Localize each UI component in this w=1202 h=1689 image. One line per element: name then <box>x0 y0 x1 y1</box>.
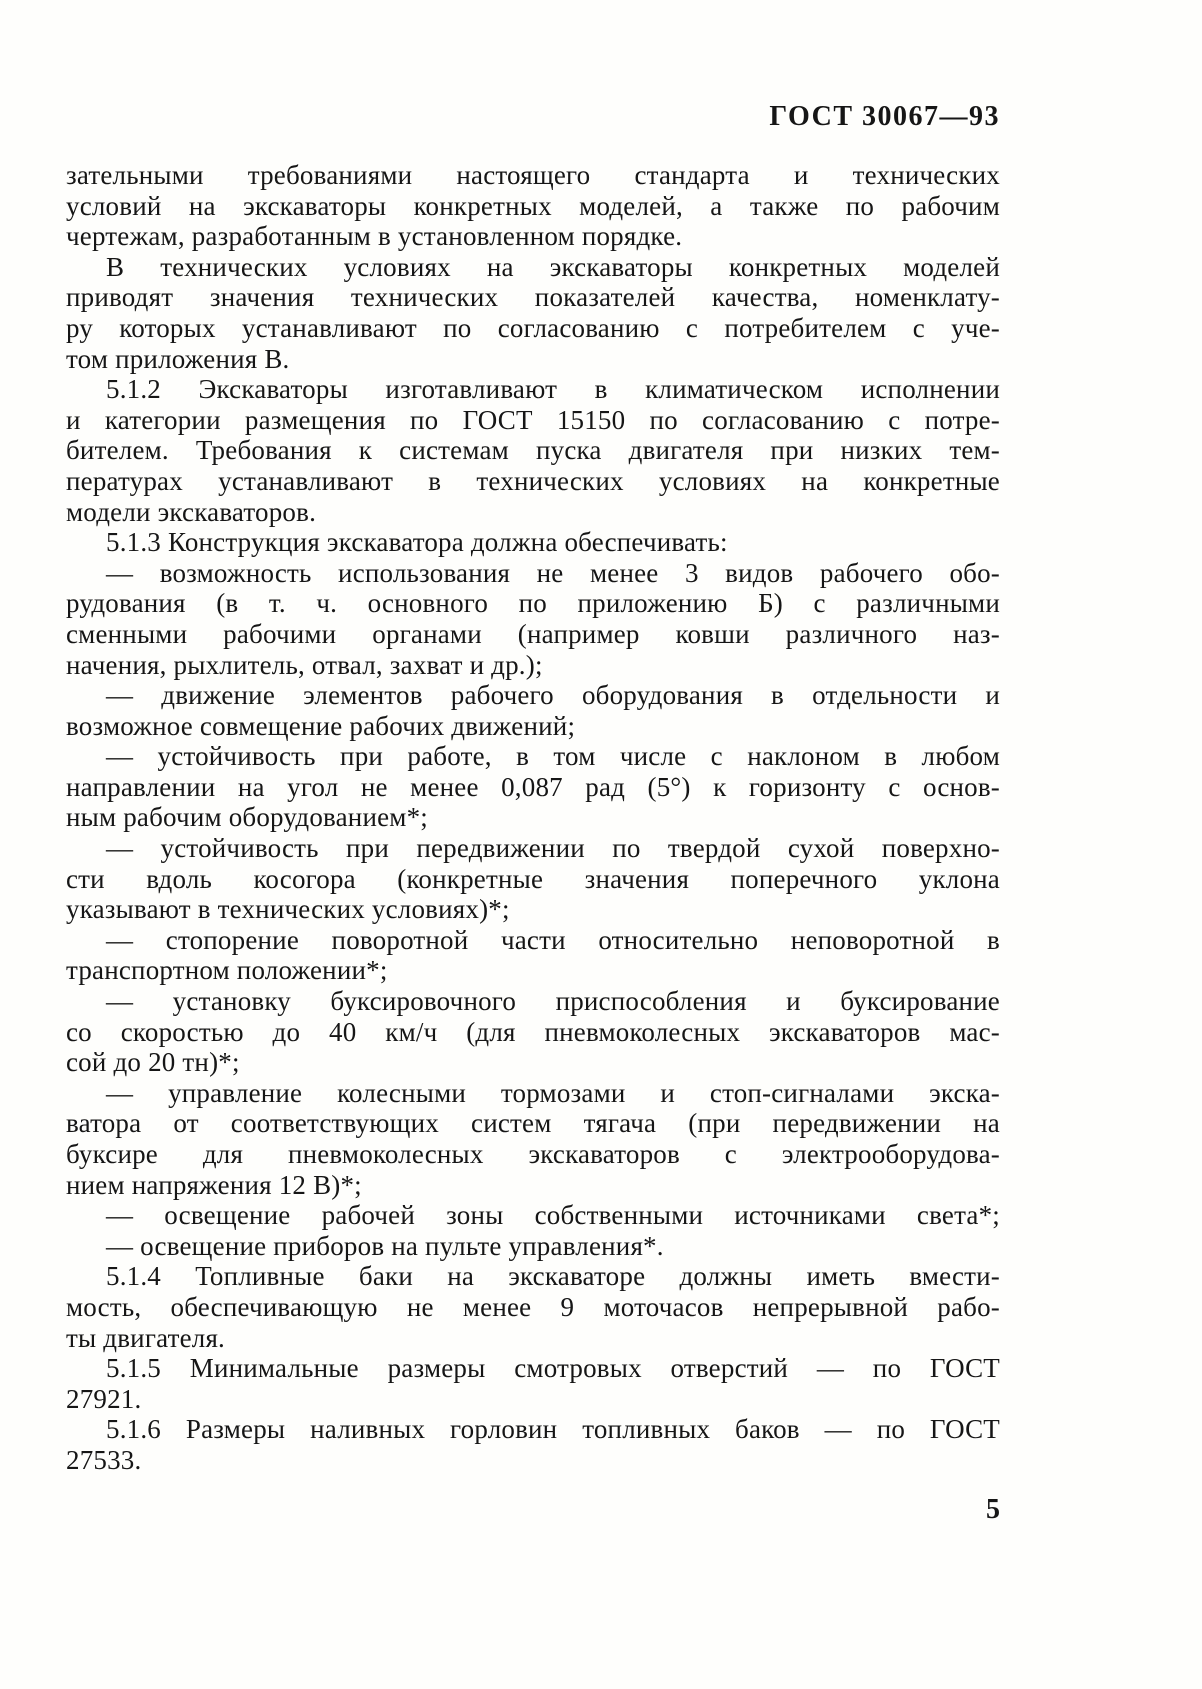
text-line: ру которых устанавливают по согласованию с потребителем с уче- <box>66 312 1000 343</box>
text-line: ты двигателя. <box>66 1322 226 1353</box>
text-line: — освещение рабочей зоны собственными источниками света*; <box>106 1200 1000 1231</box>
text-line: сти вдоль косогора (конкретные значения поперечного уклона <box>66 863 1000 894</box>
standard-code-header: ГОСТ 30067—93 <box>769 101 1000 132</box>
text-line: В технических условиях на экскаваторы конкретных моделей <box>106 251 1000 282</box>
page-number: 5 <box>986 1494 1000 1525</box>
text-line: пературах устанавливают в технических условиях на конкретные <box>66 465 1000 496</box>
document-text-body <box>66 160 1000 1476</box>
text-line: ным рабочим оборудованием*; <box>66 802 428 833</box>
text-line: ватора от соответствующих систем тягача (при передвижении на <box>66 1108 1000 1139</box>
text-line: рудования (в т. ч. основного по приложению Б) с различными <box>66 588 1000 619</box>
text-line: — устойчивость при работе, в том числе с наклоном в любом <box>106 741 1000 772</box>
text-line: со скоростью до 40 км/ч (для пневмоколесных экскаваторов мас- <box>66 1016 1000 1047</box>
text-line: 5.1.3 Конструкция экскаватора должна обеспечивать: <box>106 527 728 558</box>
text-line: 5.1.4 Топливные баки на экскаваторе должны иметь вмести- <box>106 1261 1000 1292</box>
text-line: мость, обеспечивающую не менее 9 моточасов непрерывной рабо- <box>66 1291 1000 1322</box>
text-line: том приложения В. <box>66 343 290 374</box>
text-line: транспортном положении*; <box>66 955 388 986</box>
text-line: — устойчивость при передвижении по твердой сухой поверхно- <box>106 833 1000 864</box>
text-line: направлении на угол не менее 0,087 рад (5°) к горизонту с основ- <box>66 771 1000 802</box>
text-line: 5.1.6 Размеры наливных горловин топливных баков — по ГОСТ <box>106 1414 1000 1445</box>
text-line: — стопорение поворотной части относительно неповоротной в <box>106 924 1000 955</box>
text-line: — возможность использования не менее 3 видов рабочего обо- <box>106 557 1000 588</box>
text-line: 27921. <box>66 1383 142 1414</box>
text-line: — установку буксировочного приспособления и буксирование <box>106 986 1000 1017</box>
text-line: 5.1.5 Минимальные размеры смотровых отверстий — по ГОСТ <box>106 1353 1000 1384</box>
text-line: — управление колесными тормозами и стоп-сигналами экска- <box>106 1077 1000 1108</box>
text-line: — движение элементов рабочего оборудования в отдельности и <box>106 680 1000 711</box>
text-line: условий на экскаваторы конкретных моделей, а также по рабочим <box>66 190 1000 221</box>
text-line: указывают в технических условиях)*; <box>66 894 510 925</box>
text-line: зательными требованиями настоящего стандарта и технических <box>66 160 1000 190</box>
text-line: сой до 20 тн)*; <box>66 1047 240 1078</box>
text-line: нием напряжения 12 В)*; <box>66 1169 362 1200</box>
text-line: и категории размещения по ГОСТ 15150 по согласованию с потре- <box>66 404 1000 435</box>
text-line: возможное совмещение рабочих движений; <box>66 710 576 741</box>
text-line: модели экскаваторов. <box>66 496 317 527</box>
text-line: начения, рыхлитель, отвал, захват и др.); <box>66 649 543 680</box>
text-line: 27533. <box>66 1444 142 1475</box>
text-line: чертежам, разработанным в установленном порядке. <box>66 221 683 252</box>
text-line: приводят значения технических показателей качества, номенклату- <box>66 282 1000 313</box>
text-line: — освещение приборов на пульте управления*. <box>106 1230 664 1261</box>
text-line: бителем. Требования к системам пуска двигателя при низких тем- <box>66 435 1000 466</box>
text-line: буксире для пневмоколесных экскаваторов с электрооборудова- <box>66 1139 1000 1169</box>
text-line: 5.1.2 Экскаваторы изготавливают в климатическом исполнении <box>106 374 1000 405</box>
text-line: сменными рабочими органами (например ковши различного наз- <box>66 618 1000 649</box>
